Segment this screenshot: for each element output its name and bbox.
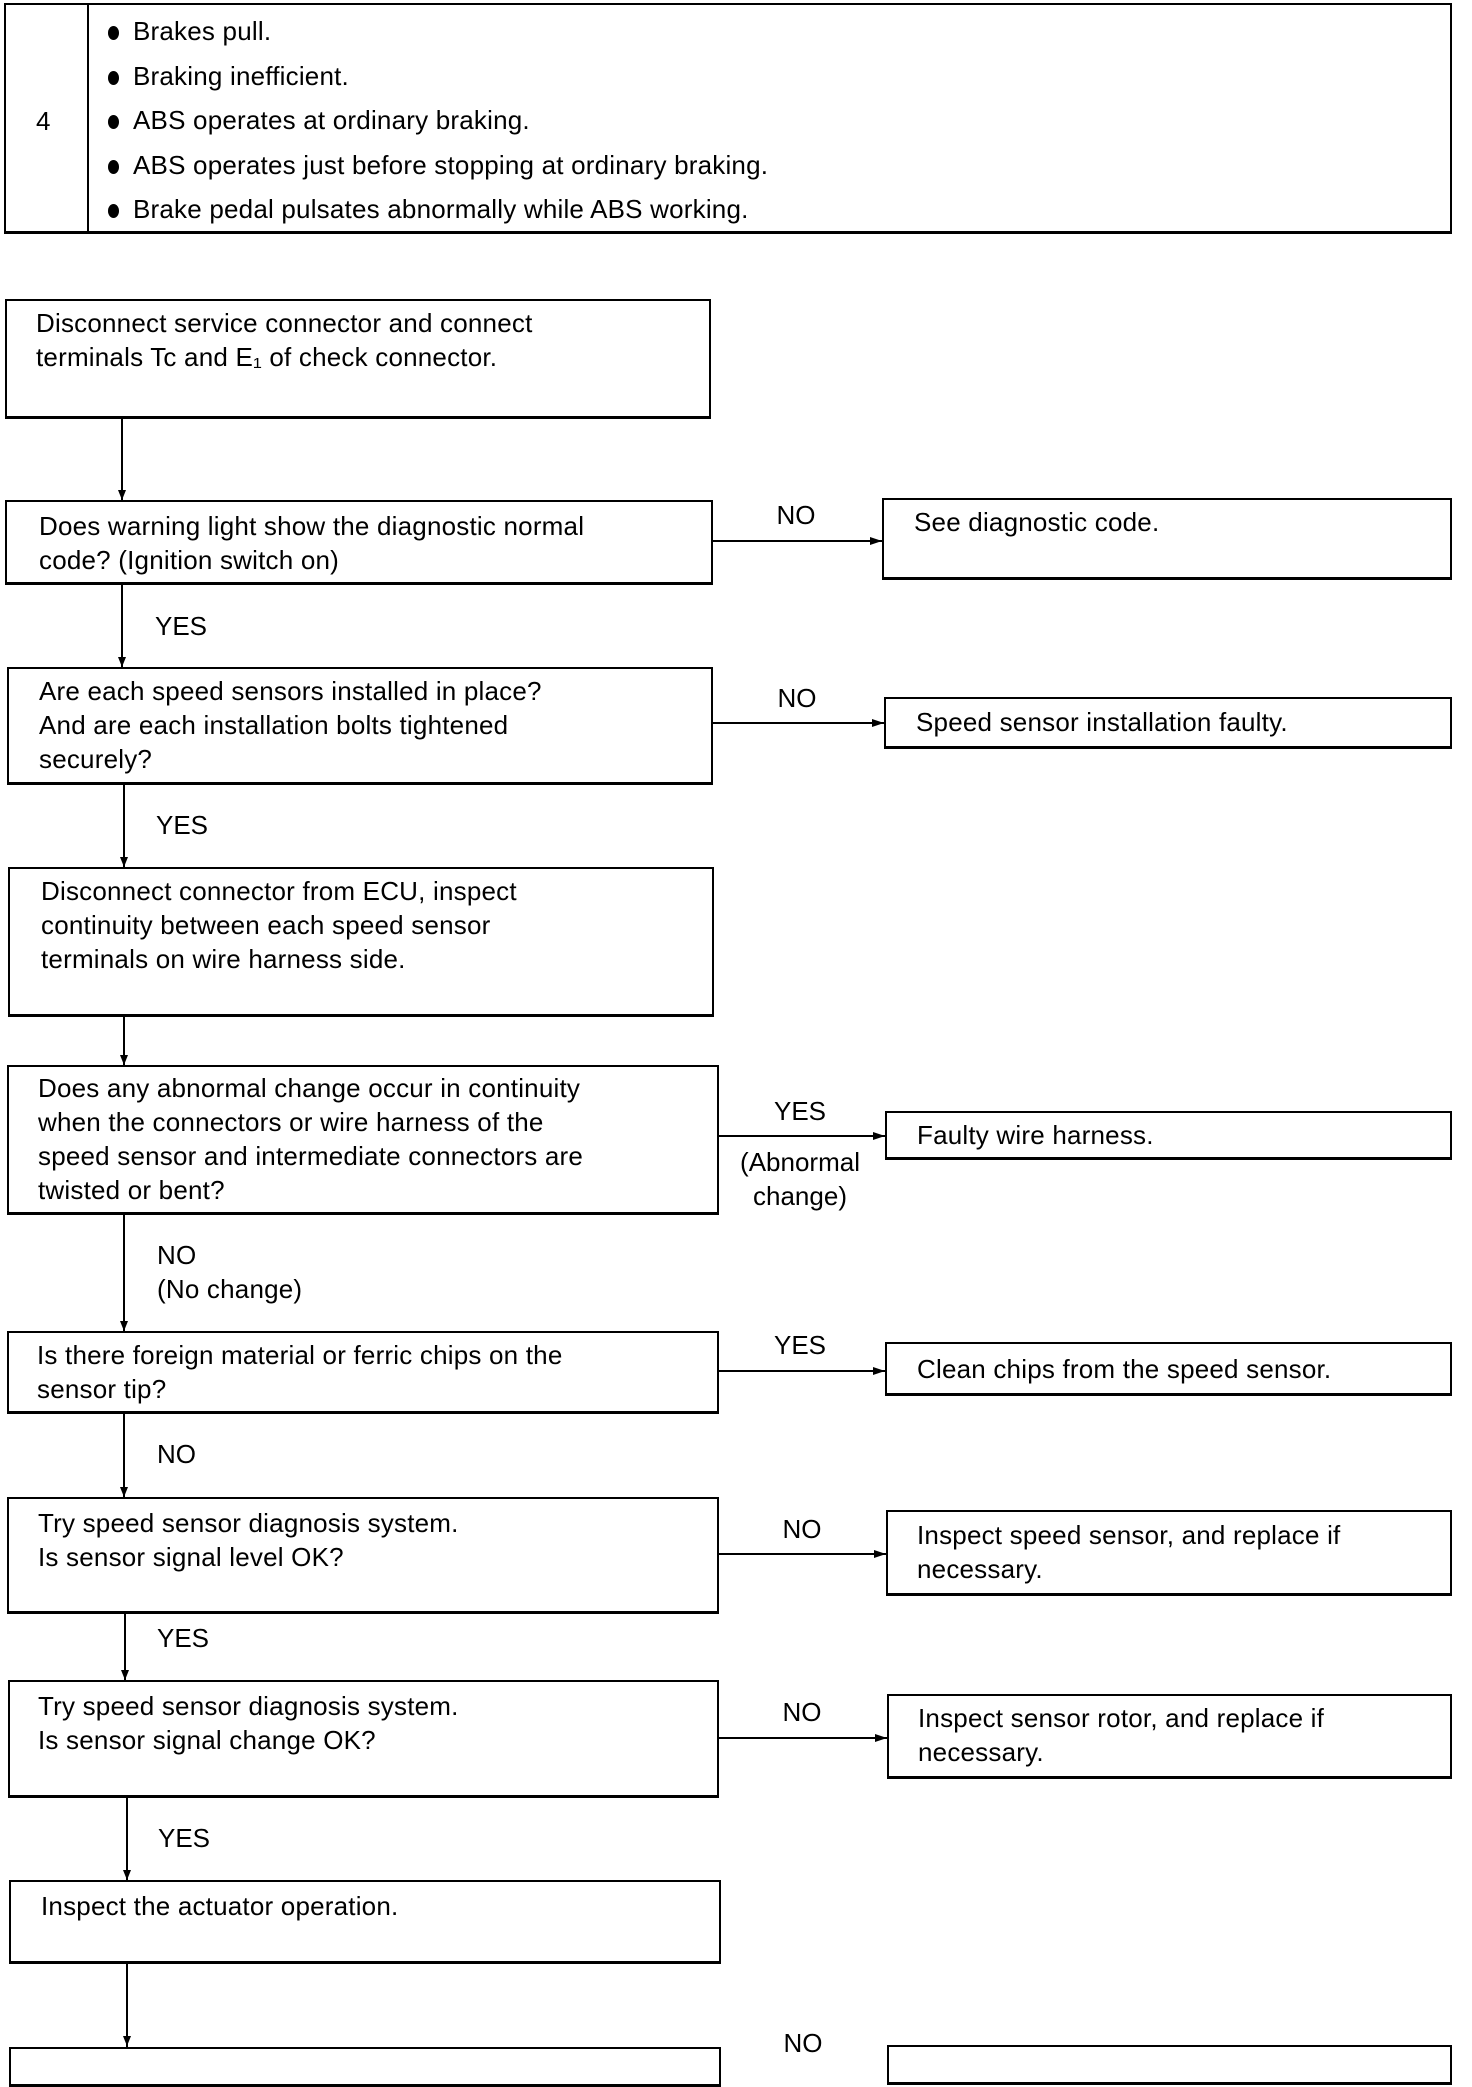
bullet-icon — [108, 204, 119, 218]
connector-line — [126, 1798, 128, 1880]
step-9-text: Inspect the actuator operation. — [41, 1891, 399, 1921]
step-4-text: Disconnect connector from ECU, inspect continuity between each speed sensor terminals on wire harness side. — [41, 876, 517, 974]
step-8-yes-label: YES — [158, 1823, 211, 1853]
arrow-down-icon — [123, 1870, 131, 1880]
arrow-down-icon — [118, 657, 126, 667]
symptom-text: Brakes pull. — [133, 16, 272, 46]
symptom-item — [108, 192, 768, 237]
symptom-text: Brake pedal pulsates abnormally while ABS working. — [133, 194, 749, 224]
connector-line — [123, 785, 125, 867]
connector-line — [718, 1135, 885, 1137]
symptom-text: Braking inefficient. — [133, 60, 349, 91]
step-2-no-label: NO — [776, 500, 816, 530]
arrow-right-icon — [872, 719, 884, 727]
arrow-down-icon — [121, 1670, 129, 1680]
arrow-down-icon — [120, 857, 128, 867]
connector-line — [718, 1737, 887, 1739]
step-5-text: Does any abnormal change occur in continuity when the connectors or wire harness of the speed sensor and intermediate connectors are twisted or bent? — [38, 1073, 584, 1205]
bullet-icon — [108, 115, 119, 129]
connector-line — [123, 1414, 125, 1497]
connector-line — [121, 585, 123, 667]
arrow-down-icon — [120, 1321, 128, 1331]
symptom-item — [108, 148, 768, 193]
step-3-no-result-text: Speed sensor installation faulty. — [916, 707, 1288, 737]
arrow-down-icon — [120, 1487, 128, 1497]
step-3-text: Are each speed sensors installed in place? And are each installation bolts tightened securely? — [39, 676, 542, 774]
step-7-no-label: NO — [782, 1514, 822, 1544]
step-10-no-result-box — [887, 2045, 1452, 2085]
step-6-text: Is there foreign material or ferric chips on the sensor tip? — [37, 1340, 563, 1404]
step-7-no-result-text: Inspect speed sensor, and replace if necessary. — [917, 1520, 1341, 1584]
symptom-item — [108, 14, 768, 59]
arrow-right-icon — [873, 1132, 885, 1140]
step-5-yes-label: YES — [773, 1096, 827, 1126]
step-2-no-result-text: See diagnostic code. — [914, 507, 1160, 537]
bullet-icon — [108, 71, 119, 85]
bullet-icon — [108, 26, 119, 40]
connector-line — [712, 540, 882, 542]
step-5-yes-result-text: Faulty wire harness. — [917, 1120, 1154, 1150]
step-10-box — [9, 2047, 721, 2087]
step-6-no-label: NO — [157, 1439, 196, 1469]
step-2-text: Does warning light show the diagnostic normal code? (Ignition switch on) — [39, 511, 585, 575]
step-2-yes-label: YES — [155, 611, 208, 641]
connector-line — [712, 722, 884, 724]
step-8-text: Try speed sensor diagnosis system. Is sensor signal change OK? — [38, 1691, 459, 1755]
step-7-yes-label: YES — [157, 1623, 210, 1653]
step-1-text: Disconnect service connector and connect terminals Tc and E₁ of check connector. — [36, 308, 533, 372]
step-7-text: Try speed sensor diagnosis system. Is sensor signal level OK? — [38, 1508, 459, 1572]
step-6-yes-result-text: Clean chips from the speed sensor. — [917, 1354, 1332, 1384]
arrow-down-icon — [120, 1055, 128, 1065]
arrow-right-icon — [873, 1367, 885, 1375]
connector-line — [718, 1370, 885, 1372]
connector-line — [121, 419, 123, 500]
step-5-no-label: NO (No change) — [157, 1240, 303, 1304]
step-5-yes-note: (Abnormal change) — [740, 1147, 860, 1211]
arrow-down-icon — [123, 2036, 131, 2046]
table-divider — [87, 3, 89, 234]
arrow-right-icon — [875, 1734, 887, 1742]
step-8-no-label: NO — [782, 1697, 822, 1727]
step-8-no-result-text: Inspect sensor rotor, and replace if necessary. — [918, 1703, 1325, 1767]
connector-line — [123, 1215, 125, 1331]
step-3-yes-label: YES — [156, 810, 209, 840]
step-6-yes-label: YES — [773, 1330, 827, 1360]
bullet-icon — [108, 160, 119, 174]
symptom-item — [108, 103, 768, 148]
connector-line — [718, 1553, 886, 1555]
symptom-text: ABS operates just before stopping at ordinary braking. — [133, 149, 769, 180]
symptom-number: 4 — [36, 106, 51, 136]
arrow-right-icon — [874, 1550, 886, 1558]
symptom-item — [108, 59, 768, 104]
symptom-list — [108, 14, 768, 237]
arrow-right-icon — [870, 537, 882, 545]
symptom-text: ABS operates at ordinary braking. — [133, 105, 530, 135]
step-10-no-label: NO — [783, 2028, 823, 2058]
step-3-no-label: NO — [777, 683, 817, 713]
arrow-down-icon — [118, 490, 126, 500]
